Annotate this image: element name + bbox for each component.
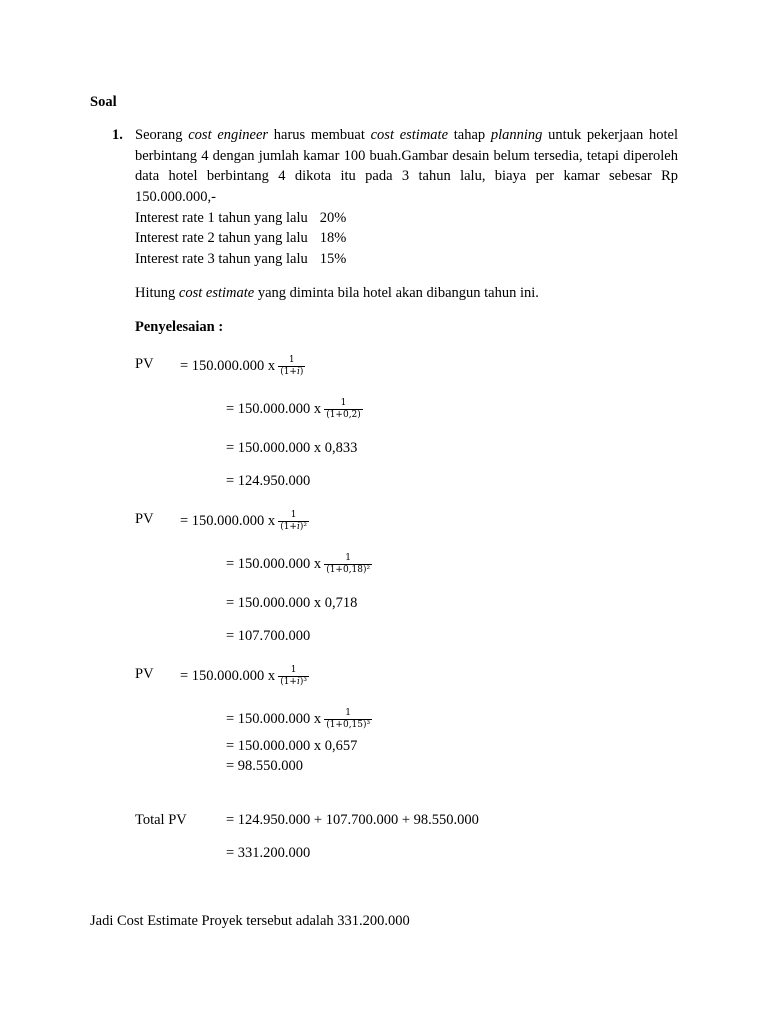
pv-label-3: PV <box>135 666 154 682</box>
pv1-substitution <box>226 398 363 421</box>
total-result: = 331.200.000 <box>226 845 311 861</box>
question-text <box>135 284 539 302</box>
problem-statement <box>135 125 678 207</box>
fraction-denominator: (1+0,15)³ <box>326 720 371 730</box>
fraction-denominator: (1+i)² <box>280 522 307 532</box>
rate-label: Interest rate 1 tahun yang lalu <box>135 210 308 226</box>
fraction <box>278 510 309 533</box>
pv3-formula <box>180 665 309 688</box>
pv-label-1: PV <box>135 356 154 372</box>
fraction-numerator: 1 <box>288 355 295 365</box>
rate-label: Interest rate 2 tahun yang lalu <box>135 230 308 246</box>
expr-text: = 150.000.000 x <box>226 400 322 417</box>
pv1-product: = 150.000.000 x 0,833 <box>226 440 358 456</box>
expr-text: = 150.000.000 x <box>180 667 276 684</box>
text-run: harus membuat <box>268 127 371 143</box>
fraction <box>324 553 372 576</box>
pv1-formula <box>180 355 305 378</box>
total-label: Total PV <box>135 812 187 828</box>
rate-row-3 <box>135 250 346 268</box>
italic-term: cost estimate <box>370 127 449 143</box>
fraction-denominator: (1+i) <box>280 367 304 377</box>
text-run: Seorang <box>135 127 189 143</box>
rate-value: 15% <box>319 251 347 267</box>
fraction-numerator: 1 <box>290 665 297 675</box>
question-italic: cost estimate <box>178 285 255 301</box>
rate-row-2 <box>135 229 346 247</box>
fraction-denominator: (1+i)³ <box>280 677 307 687</box>
rate-value: 20% <box>319 210 347 226</box>
text-run: untuk pekerjaan hotel berbintang 4 dengan jumlah kamar 100 buah.Gambar desain belum tersedia, tetapi diperoleh data hotel berbintang 4 dikota itu pada 3 tahun lalu, biaya per kamar sebesar Rp 150.000.000,- <box>135 127 678 205</box>
question-part: yang diminta bila hotel akan dibangun tahun ini. <box>254 285 539 301</box>
fraction-denominator: (1+0,18)² <box>326 565 371 575</box>
pv2-result: = 107.700.000 <box>226 628 311 644</box>
fraction-denominator: (1+0,2) <box>326 410 361 420</box>
question-part: Hitung <box>135 285 179 301</box>
fraction-numerator: 1 <box>340 398 347 408</box>
text-run: tahap <box>448 127 491 143</box>
fraction-numerator: 1 <box>345 708 352 718</box>
total-sum: = 124.950.000 + 107.700.000 + 98.550.000 <box>226 812 479 828</box>
pv-label-2: PV <box>135 511 154 527</box>
fraction-numerator: 1 <box>345 553 352 563</box>
pv1-result: = 124.950.000 <box>226 473 311 489</box>
expr-text: = 150.000.000 x <box>226 555 322 572</box>
rate-value: 18% <box>319 230 347 246</box>
solution-title: Penyelesaian : <box>135 319 224 335</box>
fraction <box>278 355 305 378</box>
pv2-substitution <box>226 553 372 576</box>
rate-row-1 <box>135 209 346 227</box>
section-heading: Soal <box>90 94 117 110</box>
expr-text: = 150.000.000 x <box>180 512 276 529</box>
pv2-product: = 150.000.000 x 0,718 <box>226 595 358 611</box>
expr-text: = 150.000.000 x <box>180 357 276 374</box>
rate-label: Interest rate 3 tahun yang lalu <box>135 251 308 267</box>
italic-term: cost engineer <box>188 127 269 143</box>
fraction-numerator: 1 <box>290 510 297 520</box>
problem-number: 1. <box>112 127 123 143</box>
pv3-result: = 98.550.000 <box>226 758 304 774</box>
conclusion-text: Jadi Cost Estimate Proyek tersebut adalah 331.200.000 <box>90 913 410 929</box>
pv2-formula <box>180 510 309 533</box>
fraction <box>324 398 363 421</box>
italic-term: planning <box>490 127 543 143</box>
pv3-product: = 150.000.000 x 0,657 <box>226 738 358 754</box>
pv3-substitution <box>226 708 372 731</box>
fraction <box>324 708 372 731</box>
fraction <box>278 665 309 688</box>
expr-text: = 150.000.000 x <box>226 710 322 727</box>
